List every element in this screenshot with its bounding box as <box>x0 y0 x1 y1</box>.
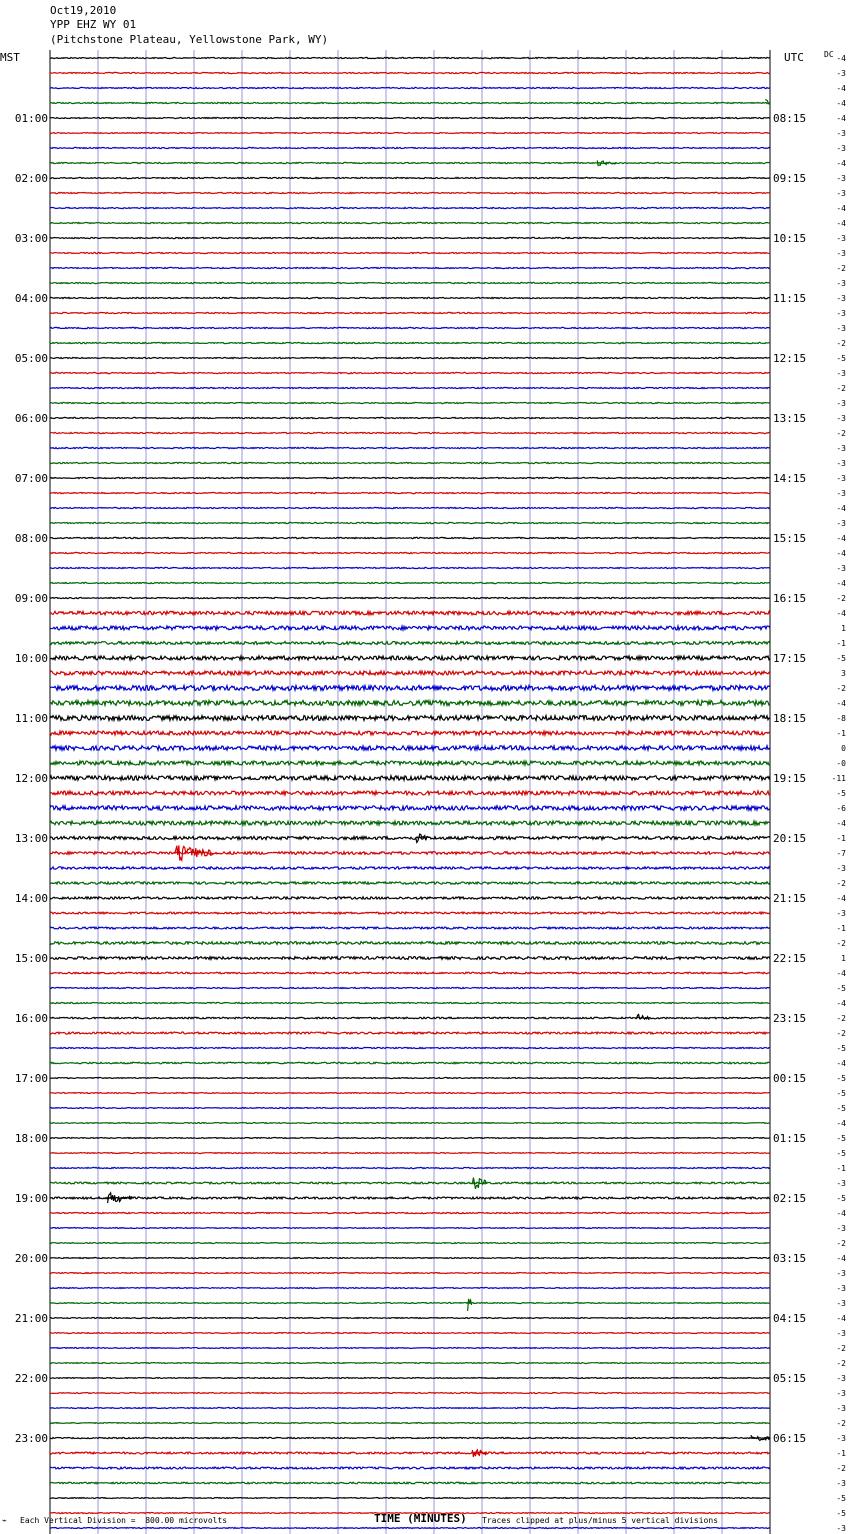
hour-label-left: 08:00 <box>14 532 48 545</box>
dc-offset-value: -3 <box>836 129 846 138</box>
seismic-trace <box>50 222 770 223</box>
hour-label-right: 06:15 <box>773 1432 807 1445</box>
hour-label-left: 02:00 <box>14 172 48 185</box>
seismic-trace <box>50 821 770 825</box>
dc-offset-value: -2 <box>836 339 846 348</box>
hour-label-right: 10:15 <box>773 232 807 245</box>
dc-offset-value: 1 <box>841 954 846 963</box>
dc-offset-value: -3 <box>836 414 846 423</box>
dc-offset-value: -3 <box>836 279 846 288</box>
seismic-trace <box>50 552 770 553</box>
seismic-trace <box>50 477 770 478</box>
dc-offset-value: -4 <box>836 1209 846 1218</box>
hour-label-right: 09:15 <box>773 172 807 185</box>
seismic-trace <box>50 327 770 328</box>
event-burst <box>415 834 429 842</box>
seismic-trace <box>50 806 770 810</box>
hour-label-left: 23:00 <box>14 1432 48 1445</box>
dc-offset-value: -3 <box>836 249 846 258</box>
dc-offset-value: -3 <box>836 1299 846 1308</box>
dc-offset-value: -3 <box>836 444 846 453</box>
dc-offset-value: -3 <box>836 1524 846 1533</box>
seismic-trace <box>50 897 770 899</box>
dc-offset-value: -4 <box>836 204 846 213</box>
seismic-trace <box>50 642 770 645</box>
seismic-trace <box>50 297 770 298</box>
dc-offset-value: -5 <box>836 1149 846 1158</box>
dc-offset-value: -2 <box>836 429 846 438</box>
seismic-trace <box>50 162 770 163</box>
seismic-trace <box>50 836 770 839</box>
plot-date: Oct19,2010 <box>50 4 117 17</box>
dc-offset-value: -4 <box>836 1119 846 1128</box>
hour-label-left: 06:00 <box>14 412 48 425</box>
hour-label-left: 15:00 <box>14 952 48 965</box>
dc-offset-value: -1 <box>836 729 846 738</box>
hour-label-right: 20:15 <box>773 832 807 845</box>
dc-offset-value: -8 <box>836 714 846 723</box>
dc-offset-value: -5 <box>836 1494 846 1503</box>
dc-offset-value: -5 <box>836 984 846 993</box>
dc-offset-value: -4 <box>836 54 846 63</box>
dc-offset-value: -2 <box>836 684 846 693</box>
seismic-trace <box>50 192 770 193</box>
dc-offset-value: -5 <box>836 789 846 798</box>
seismic-trace <box>50 1258 770 1259</box>
seismic-trace <box>50 1212 770 1213</box>
dc-offset-value: -2 <box>836 1464 846 1473</box>
hour-label-right: 08:15 <box>773 112 807 125</box>
dc-offset-value: -3 <box>836 1284 846 1293</box>
hour-label-right: 05:15 <box>773 1372 807 1385</box>
seismic-trace <box>50 1228 770 1229</box>
seismic-trace <box>50 1197 770 1199</box>
dc-offset-value: -2 <box>836 879 846 888</box>
dc-offset-value: 0 <box>841 744 846 753</box>
seismic-trace <box>50 342 770 343</box>
seismic-trace <box>50 1288 770 1289</box>
hour-label-left: 05:00 <box>14 352 48 365</box>
seismic-trace <box>50 1363 770 1364</box>
seismic-trace <box>50 942 770 945</box>
dc-offset-value: -2 <box>836 1419 846 1428</box>
dc-offset-value: -5 <box>836 1089 846 1098</box>
seismic-trace <box>50 1452 770 1454</box>
dc-offset-value: 3 <box>841 669 846 678</box>
seismic-trace <box>50 237 770 238</box>
seismic-trace <box>50 87 770 88</box>
dc-offset-value: -4 <box>836 549 846 558</box>
dc-offset-value: -4 <box>836 1314 846 1323</box>
seismic-trace <box>50 507 770 508</box>
seismic-trace <box>50 1378 770 1379</box>
right-timezone-label: UTC <box>784 51 804 64</box>
dc-offset-value: -3 <box>836 1389 846 1398</box>
seismic-trace <box>50 611 770 615</box>
hour-label-right: 22:15 <box>773 952 807 965</box>
seismic-trace <box>50 207 770 208</box>
dc-offset-value: -3 <box>836 1479 846 1488</box>
seismic-trace <box>50 57 770 58</box>
hour-label-right: 15:15 <box>773 532 807 545</box>
seismic-trace <box>50 1078 770 1079</box>
seismic-trace <box>50 582 770 583</box>
vertical-division-note: Each Vertical Division = 800.00 microvolts <box>20 1516 228 1525</box>
dc-offset-value: -4 <box>836 894 846 903</box>
seismic-trace <box>50 357 770 358</box>
hour-label-right: 11:15 <box>773 292 807 305</box>
seismic-trace <box>50 177 770 178</box>
hour-label-right: 13:15 <box>773 412 807 425</box>
hour-label-left: 10:00 <box>14 652 48 665</box>
dc-offset-value: -3 <box>836 1269 846 1278</box>
seismic-trace <box>50 387 770 388</box>
seismic-trace <box>50 133 770 134</box>
dc-offset-value: -5 <box>836 1104 846 1113</box>
dc-offset-value: -3 <box>836 564 846 573</box>
dc-offset-value: -4 <box>836 114 846 123</box>
seismic-trace <box>50 852 770 855</box>
dc-offset-value: -5 <box>836 1134 846 1143</box>
dc-offset-value: -5 <box>836 1074 846 1083</box>
hour-label-left: 21:00 <box>14 1312 48 1325</box>
seismic-trace <box>50 1017 770 1019</box>
dc-offset-value: -5 <box>836 654 846 663</box>
dc-offset-value: -2 <box>836 264 846 273</box>
dc-offset-value: -4 <box>836 609 846 618</box>
clip-note: Traces clipped at plus/minus 5 vertical divisions <box>482 1516 719 1525</box>
hour-label-left: 17:00 <box>14 1072 48 1085</box>
hour-label-right: 01:15 <box>773 1132 807 1145</box>
seismic-trace <box>50 1123 770 1124</box>
seismic-trace <box>50 252 770 253</box>
dc-offset-value: -2 <box>836 939 846 948</box>
seismic-trace <box>50 1047 770 1048</box>
dc-offset-value: -1 <box>836 924 846 933</box>
dc-offset-value: -1 <box>836 1164 846 1173</box>
dc-offset-value: -3 <box>836 189 846 198</box>
station-code: YPP EHZ WY 01 <box>50 18 137 31</box>
dc-offset-value: -0 <box>836 759 846 768</box>
dc-offset-value: -5 <box>836 1194 846 1203</box>
dc-offset-value: -4 <box>836 219 846 228</box>
seismic-trace <box>50 1032 770 1034</box>
seismic-trace <box>50 462 770 463</box>
seismic-trace <box>50 716 770 721</box>
dc-offset-value: -2 <box>836 1014 846 1023</box>
seismic-trace <box>50 1393 770 1394</box>
hour-label-left: 13:00 <box>14 832 48 845</box>
dc-offset-value: -4 <box>836 699 846 708</box>
dc-offset-value: -6 <box>836 804 846 813</box>
seismic-trace <box>50 567 770 568</box>
hour-label-right: 16:15 <box>773 592 807 605</box>
dc-offset-value: -2 <box>836 594 846 603</box>
dc-offset-value: -3 <box>836 474 846 483</box>
seismic-trace <box>50 417 770 418</box>
seismic-trace <box>50 1108 770 1109</box>
seismic-trace <box>50 1002 770 1003</box>
seismic-traces <box>50 57 770 1534</box>
seismic-trace <box>50 686 770 691</box>
seismic-trace <box>50 492 770 493</box>
seismic-trace <box>50 267 770 268</box>
dc-offset-value: -1 <box>836 1449 846 1458</box>
seismic-trace <box>50 102 770 103</box>
hour-label-left: 09:00 <box>14 592 48 605</box>
dc-offset-value: -5 <box>836 354 846 363</box>
seismic-trace <box>50 1408 770 1409</box>
hour-label-left: 20:00 <box>14 1252 48 1265</box>
seismic-trace <box>50 1423 770 1424</box>
dc-offset-value: -3 <box>836 864 846 873</box>
seismic-trace <box>50 867 770 869</box>
seismic-trace <box>50 912 770 914</box>
seismic-trace <box>50 72 770 73</box>
hour-label-right: 03:15 <box>773 1252 807 1265</box>
dc-offset-value: -3 <box>836 309 846 318</box>
seismic-trace <box>50 776 770 780</box>
hour-label-left: 11:00 <box>14 712 48 725</box>
seismic-trace <box>50 957 770 960</box>
hour-label-left: 22:00 <box>14 1372 48 1385</box>
seismic-trace <box>50 701 770 706</box>
dc-offset-value: -3 <box>836 909 846 918</box>
event-burst <box>468 1299 472 1311</box>
seismic-trace <box>50 1138 770 1139</box>
hour-label-left: 18:00 <box>14 1132 48 1145</box>
dc-offset-value: -3 <box>836 369 846 378</box>
dc-offset-value: -3 <box>836 1404 846 1413</box>
hour-label-right: 02:15 <box>773 1192 807 1205</box>
dc-offset-value: -3 <box>836 144 846 153</box>
seismic-trace <box>50 761 770 765</box>
seismic-trace <box>50 522 770 523</box>
dc-offset-value: -2 <box>836 1239 846 1248</box>
seismic-trace <box>50 1333 770 1334</box>
dc-offset-value: -4 <box>836 1254 846 1263</box>
seismic-trace <box>50 447 770 448</box>
dc-offset-value: -3 <box>836 1374 846 1383</box>
hour-label-right: 18:15 <box>773 712 807 725</box>
dc-offset-value: -3 <box>836 294 846 303</box>
hour-label-right: 04:15 <box>773 1312 807 1325</box>
dc-offset-value: -4 <box>836 819 846 828</box>
dc-offset-value: -3 <box>836 1434 846 1443</box>
seismic-trace <box>50 1062 770 1064</box>
dc-offset-value: -2 <box>836 384 846 393</box>
seismic-trace <box>50 282 770 283</box>
dc-offset-value: -1 <box>836 834 846 843</box>
hour-label-left: 12:00 <box>14 772 48 785</box>
dc-offset-value: -3 <box>836 1179 846 1188</box>
dc-offset-value: -3 <box>836 1224 846 1233</box>
seismic-trace <box>50 746 770 750</box>
hour-label-right: 12:15 <box>773 352 807 365</box>
dc-offset-value: -4 <box>836 84 846 93</box>
dc-offset-value: -3 <box>836 489 846 498</box>
seismic-trace <box>50 1482 770 1484</box>
dc-offset-value: -3 <box>836 174 846 183</box>
seismic-trace <box>50 626 770 630</box>
dc-offset-value: -5 <box>836 1044 846 1053</box>
left-timezone-label: MST <box>0 51 20 64</box>
seismic-trace <box>50 1318 770 1319</box>
seismic-trace <box>50 671 770 675</box>
hour-label-right: 14:15 <box>773 472 807 485</box>
dc-offset-value: 1 <box>841 624 846 633</box>
seismic-trace <box>50 1437 770 1438</box>
dc-offset-value: -5 <box>836 1509 846 1518</box>
dc-offset-value: -3 <box>836 399 846 408</box>
dc-offset-value: -1 <box>836 639 846 648</box>
seismic-trace <box>50 117 770 118</box>
dc-offset-value: -3 <box>836 234 846 243</box>
seismic-trace <box>50 1303 770 1304</box>
dc-offset-value: -3 <box>836 459 846 468</box>
seismic-trace <box>50 1167 770 1168</box>
seismic-trace <box>50 1182 770 1184</box>
seismic-trace <box>50 1528 770 1529</box>
seismic-trace <box>50 372 770 373</box>
seismic-trace <box>50 432 770 433</box>
hour-label-left: 14:00 <box>14 892 48 905</box>
dc-offset-value: -4 <box>836 1059 846 1068</box>
hour-label-right: 00:15 <box>773 1072 807 1085</box>
seismic-trace <box>50 1348 770 1349</box>
dc-offset-value: -11 <box>831 774 846 783</box>
seismic-trace <box>50 1467 770 1469</box>
dc-offset-value: -3 <box>836 1329 846 1338</box>
seismic-trace <box>50 987 770 988</box>
dc-offset-value: -3 <box>836 69 846 78</box>
dc-offset-value: -4 <box>836 99 846 108</box>
hour-label-left: 07:00 <box>14 472 48 485</box>
hour-label-right: 23:15 <box>773 1012 807 1025</box>
event-burst <box>472 1450 486 1457</box>
dc-offset-header: DC <box>824 50 834 59</box>
seismic-trace <box>50 147 770 148</box>
seismic-trace <box>50 1498 770 1499</box>
seismic-trace <box>50 972 770 974</box>
dc-offset-value: -2 <box>836 1344 846 1353</box>
seismic-trace <box>50 1243 770 1244</box>
seismic-trace <box>50 656 770 660</box>
seismic-trace <box>50 731 770 735</box>
scale-icon: ⌁ <box>2 1516 7 1525</box>
hour-label-left: 01:00 <box>14 112 48 125</box>
dc-offset-value: -2 <box>836 1029 846 1038</box>
x-axis-title: TIME (MINUTES) <box>374 1512 467 1525</box>
seismic-trace <box>50 1153 770 1154</box>
seismic-trace <box>50 927 770 929</box>
seismic-trace <box>50 402 770 403</box>
hour-label-left: 19:00 <box>14 1192 48 1205</box>
dc-offset-value: -3 <box>836 324 846 333</box>
dc-offset-value: -2 <box>836 1359 846 1368</box>
hour-label-left: 03:00 <box>14 232 48 245</box>
dc-offset-value: -4 <box>836 999 846 1008</box>
hour-label-right: 19:15 <box>773 772 807 785</box>
dc-offset-value: -4 <box>836 159 846 168</box>
seismic-trace <box>50 882 770 884</box>
seismic-trace <box>50 537 770 538</box>
dc-offset-value: -7 <box>836 849 846 858</box>
hour-label-right: 17:15 <box>773 652 807 665</box>
seismic-trace <box>50 791 770 795</box>
dc-offset-value: -3 <box>836 519 846 528</box>
station-location: (Pitchstone Plateau, Yellowstone Park, WY) <box>50 33 329 46</box>
dc-offset-value: -4 <box>836 534 846 543</box>
hour-label-left: 04:00 <box>14 292 48 305</box>
hour-label-right: 21:15 <box>773 892 807 905</box>
seismic-trace <box>50 597 770 598</box>
dc-offset-value: -4 <box>836 969 846 978</box>
hour-label-left: 16:00 <box>14 1012 48 1025</box>
dc-offset-value: -4 <box>836 579 846 588</box>
seismic-trace <box>50 312 770 313</box>
dc-offset-value: -4 <box>836 504 846 513</box>
seismic-trace <box>50 1273 770 1274</box>
seismic-trace <box>50 1093 770 1094</box>
